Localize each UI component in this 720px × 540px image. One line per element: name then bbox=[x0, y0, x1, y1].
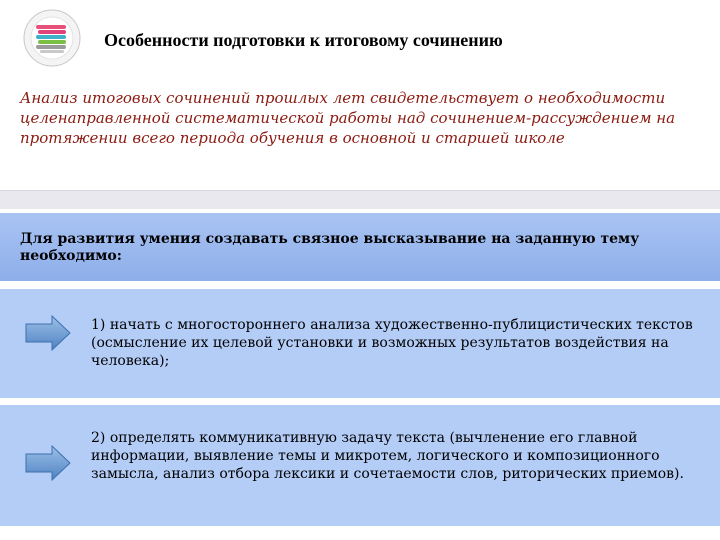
intro-text: Анализ итоговых сочинений прошлых лет свидетельствует о необходимости целенаправленной систематической работы над сочинением-рассуждением на протяжении всего периода обучения в основной и старшей школе bbox=[20, 89, 676, 147]
arrow-right-icon bbox=[24, 445, 72, 481]
list-item-text: 1) начать с многостороннего анализа художественно-публицистических текстов (осмысление их целевой установки и возможных результатов воздействия на человека); bbox=[91, 317, 693, 369]
arrow-right-icon bbox=[24, 315, 72, 351]
list-item bbox=[0, 405, 720, 526]
main-heading: Для развития умения создавать связное высказывание на заданную тему необходимо: bbox=[20, 231, 640, 264]
slide-header bbox=[0, 0, 720, 82]
page-title: Особенности подготовки к итоговому сочинению bbox=[104, 30, 503, 50]
list-item-text: 2) определять коммуникативную задачу текста (вычленение его главной информации, выявление темы и микротем, логического и композиционного замысла, анализ отбора лексики и сочетаемости слов, риторических приемов). bbox=[91, 430, 684, 482]
divider-band bbox=[0, 190, 720, 209]
institute-books-logo-icon bbox=[22, 8, 82, 68]
list-item bbox=[0, 289, 720, 398]
main-heading-box bbox=[0, 213, 720, 281]
